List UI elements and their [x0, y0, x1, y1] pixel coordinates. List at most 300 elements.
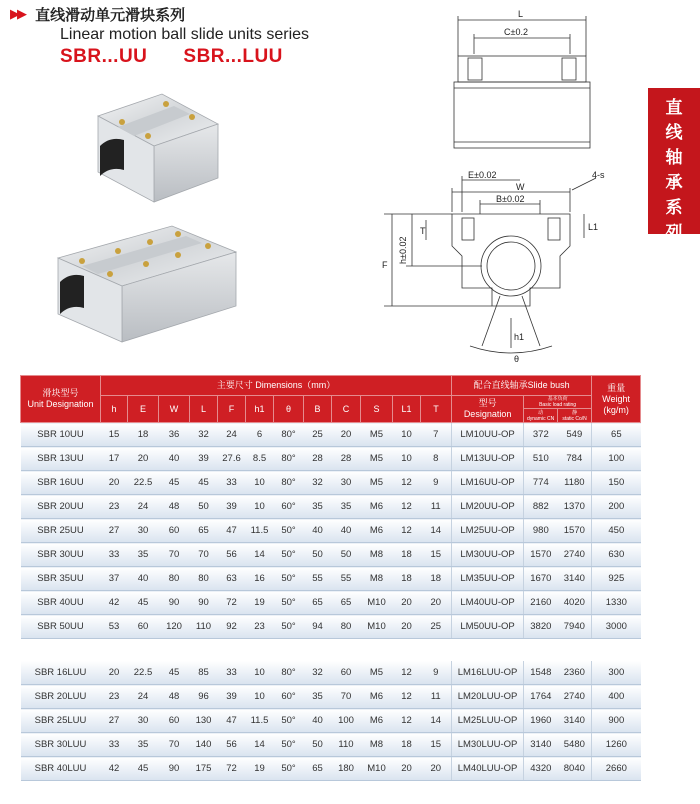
cell-L: 130 [190, 709, 218, 733]
header [10, 4, 309, 68]
cell-unit: SBR 20UU [21, 495, 101, 519]
designation-en: Designation [463, 409, 512, 419]
cell-L1: 12 [393, 471, 421, 495]
cell-L: 96 [190, 685, 218, 709]
top-view-drawing [440, 8, 600, 156]
cell-designation: LM10UU-OP [452, 423, 524, 447]
cell-weight: 1330 [592, 591, 641, 615]
cell-T: 15 [421, 543, 452, 567]
cell-h1: 10 [246, 685, 274, 709]
cell-C: 55 [332, 567, 361, 591]
cell-E: 22.5 [128, 471, 159, 495]
cell-h1: 23 [246, 615, 274, 639]
cell-W: 80 [159, 567, 190, 591]
cell-L: 85 [190, 661, 218, 685]
cell-h: 27 [101, 519, 128, 543]
dim-L: L [518, 9, 524, 19]
cell-h1: 19 [246, 757, 274, 781]
cell-E: 30 [128, 519, 159, 543]
cell-L: 70 [190, 543, 218, 567]
cell-designation: LM30LUU-OP [452, 733, 524, 757]
cell-h1: 8.5 [246, 447, 274, 471]
cell-h: 42 [101, 591, 128, 615]
cell-L: 80 [190, 567, 218, 591]
cell-theta: 50° [274, 519, 304, 543]
stat-en: static Co/N [562, 415, 587, 422]
cell-T: 20 [421, 757, 452, 781]
cell-h: 42 [101, 757, 128, 781]
cell-B: 40 [304, 709, 332, 733]
cell-h1: 11.5 [246, 519, 274, 543]
cell-static: 2740 [558, 543, 592, 567]
dim-B: B±0.02 [496, 194, 525, 204]
cell-L: 32 [190, 423, 218, 447]
product-photo-uu [70, 86, 230, 216]
cell-S: M6 [361, 685, 393, 709]
cell-weight: 900 [592, 709, 641, 733]
cell-designation: LM20LUU-OP [452, 685, 524, 709]
cell-B: 35 [304, 685, 332, 709]
cell-dynamic: 980 [524, 519, 558, 543]
cell-static: 1570 [558, 519, 592, 543]
cell-F: 72 [218, 757, 246, 781]
cell-F: 92 [218, 615, 246, 639]
cell-B: 65 [304, 757, 332, 781]
table-header [21, 376, 641, 423]
cell-T: 9 [421, 471, 452, 495]
cell-B: 65 [304, 591, 332, 615]
cell-T: 8 [421, 447, 452, 471]
cell-B: 35 [304, 495, 332, 519]
cell-E: 18 [128, 423, 159, 447]
cell-theta: 60° [274, 685, 304, 709]
unit-en: Unit Designation [27, 399, 94, 409]
double-arrow-icon: ▶▶ [10, 7, 24, 22]
title-cn: 直线滑动单元滑块系列 [35, 6, 186, 24]
col-W: W [159, 396, 190, 423]
luu-series-rows [21, 661, 641, 781]
cell-dynamic: 372 [524, 423, 558, 447]
cell-S: M5 [361, 471, 393, 495]
cell-static: 8040 [558, 757, 592, 781]
table-row [21, 591, 641, 615]
cell-C: 20 [332, 423, 361, 447]
cell-h: 15 [101, 423, 128, 447]
cell-designation: LM16UU-OP [452, 471, 524, 495]
cell-C: 60 [332, 661, 361, 685]
cell-weight: 1260 [592, 733, 641, 757]
cell-dynamic: 1670 [524, 567, 558, 591]
cell-S: M6 [361, 709, 393, 733]
cell-S: M8 [361, 567, 393, 591]
cell-B: 50 [304, 733, 332, 757]
cell-unit: SBR 25LUU [21, 709, 101, 733]
col-C: C [332, 396, 361, 423]
cell-static: 7940 [558, 615, 592, 639]
cell-h: 37 [101, 567, 128, 591]
cell-h1: 10 [246, 471, 274, 495]
table-row [21, 733, 641, 757]
cell-W: 90 [159, 591, 190, 615]
cell-E: 24 [128, 495, 159, 519]
model-names [60, 46, 309, 68]
cell-C: 80 [332, 615, 361, 639]
cell-h1: 6 [246, 423, 274, 447]
cell-h1: 14 [246, 543, 274, 567]
cell-F: 33 [218, 661, 246, 685]
cell-W: 48 [159, 685, 190, 709]
cell-L: 39 [190, 447, 218, 471]
dim-C: C±0.2 [504, 27, 528, 37]
dim-F: F [382, 260, 388, 270]
cell-h1: 11.5 [246, 709, 274, 733]
dyn-cn: 动 [538, 409, 544, 416]
cell-S: M5 [361, 447, 393, 471]
side-tab-char: 列 [665, 223, 683, 243]
dynamic-header [524, 409, 558, 423]
cell-F: 33 [218, 471, 246, 495]
cell-theta: 50° [274, 591, 304, 615]
cell-weight: 200 [592, 495, 641, 519]
cell-unit: SBR 13UU [21, 447, 101, 471]
cell-h: 23 [101, 685, 128, 709]
cell-weight: 450 [592, 519, 641, 543]
table-row [21, 709, 641, 733]
cell-T: 14 [421, 709, 452, 733]
col-L: L [190, 396, 218, 423]
cell-h: 33 [101, 733, 128, 757]
title-cn-row [10, 4, 309, 25]
dim-W: W [516, 182, 525, 192]
cell-h: 33 [101, 543, 128, 567]
cell-T: 15 [421, 733, 452, 757]
cell-unit: SBR 16UU [21, 471, 101, 495]
table-row [21, 471, 641, 495]
cell-W: 48 [159, 495, 190, 519]
cell-E: 45 [128, 591, 159, 615]
cell-F: 39 [218, 495, 246, 519]
cell-B: 32 [304, 661, 332, 685]
cell-F: 24 [218, 423, 246, 447]
cell-dynamic: 774 [524, 471, 558, 495]
cell-C: 65 [332, 591, 361, 615]
cell-theta: 50° [274, 709, 304, 733]
static-header [558, 409, 592, 423]
cell-unit: SBR 30LUU [21, 733, 101, 757]
col-E: E [128, 396, 159, 423]
cell-static: 549 [558, 423, 592, 447]
cell-B: 32 [304, 471, 332, 495]
cell-theta: 80° [274, 447, 304, 471]
cell-theta: 80° [274, 661, 304, 685]
col-F: F [218, 396, 246, 423]
cell-unit: SBR 30UU [21, 543, 101, 567]
cell-T: 9 [421, 661, 452, 685]
cell-E: 60 [128, 615, 159, 639]
cell-S: M5 [361, 661, 393, 685]
unit-cn: 滑块型号 [42, 388, 79, 398]
cell-unit: SBR 50UU [21, 615, 101, 639]
cell-theta: 50° [274, 757, 304, 781]
side-tab-char: 承 [665, 173, 683, 193]
table-row [21, 423, 641, 447]
weight-en: Weight (kg/m) [602, 393, 630, 415]
cell-F: 39 [218, 685, 246, 709]
col-h1: h1 [246, 396, 274, 423]
cell-C: 100 [332, 709, 361, 733]
table-row [21, 543, 641, 567]
cell-C: 40 [332, 519, 361, 543]
cell-C: 110 [332, 733, 361, 757]
cell-L1: 20 [393, 757, 421, 781]
cell-designation: LM25UU-OP [452, 519, 524, 543]
cell-theta: 60° [274, 495, 304, 519]
dim-S: 4-s [592, 170, 605, 180]
cell-theta: 50° [274, 733, 304, 757]
cell-L1: 20 [393, 591, 421, 615]
dim-h1: h1 [514, 332, 525, 342]
cell-W: 120 [159, 615, 190, 639]
cell-h1: 10 [246, 495, 274, 519]
cell-h: 27 [101, 709, 128, 733]
cell-L: 140 [190, 733, 218, 757]
cell-T: 7 [421, 423, 452, 447]
cell-unit: SBR 16LUU [21, 661, 101, 685]
cell-designation: LM30UU-OP [452, 543, 524, 567]
cell-static: 2360 [558, 661, 592, 685]
dimensions-header: 主要尺寸 Dimensions（mm） [101, 376, 452, 396]
cell-F: 56 [218, 543, 246, 567]
cell-unit: SBR 10UU [21, 423, 101, 447]
cell-h: 17 [101, 447, 128, 471]
cell-static: 3140 [558, 567, 592, 591]
cell-dynamic: 1570 [524, 543, 558, 567]
cell-unit: SBR 40UU [21, 591, 101, 615]
cell-L: 50 [190, 495, 218, 519]
cell-L1: 12 [393, 685, 421, 709]
table-row [21, 447, 641, 471]
dyn-en: dynamic CN [526, 415, 555, 422]
cell-designation: LM50UU-OP [452, 615, 524, 639]
cell-F: 56 [218, 733, 246, 757]
cell-weight: 3000 [592, 615, 641, 639]
side-tab-char: 系 [665, 198, 683, 218]
table-row [21, 685, 641, 709]
cell-S: M10 [361, 615, 393, 639]
cell-C: 35 [332, 495, 361, 519]
cell-unit: SBR 25UU [21, 519, 101, 543]
cell-L1: 18 [393, 567, 421, 591]
table-row [21, 757, 641, 781]
cell-dynamic: 1764 [524, 685, 558, 709]
cell-weight: 100 [592, 447, 641, 471]
col-L1: L1 [393, 396, 421, 423]
uu-series-rows [21, 423, 641, 639]
stat-cn: 静 [572, 409, 578, 416]
title-en: Linear motion ball slide units series [60, 26, 310, 43]
cell-E: 20 [128, 447, 159, 471]
cell-weight: 65 [592, 423, 641, 447]
cell-theta: 50° [274, 567, 304, 591]
cell-E: 30 [128, 709, 159, 733]
cell-h: 53 [101, 615, 128, 639]
designation-header [452, 396, 524, 423]
side-tab-char: 线 [665, 123, 683, 143]
col-S: S [361, 396, 393, 423]
cell-static: 3140 [558, 709, 592, 733]
cell-designation: LM40LUU-OP [452, 757, 524, 781]
load-en: Basic load rating [539, 402, 577, 408]
cell-L: 110 [190, 615, 218, 639]
cell-weight: 150 [592, 471, 641, 495]
category-side-tab [648, 88, 700, 243]
cell-L1: 20 [393, 615, 421, 639]
cell-C: 28 [332, 447, 361, 471]
cell-static: 4020 [558, 591, 592, 615]
cell-theta: 50° [274, 543, 304, 567]
cell-h1: 19 [246, 591, 274, 615]
cell-weight: 300 [592, 661, 641, 685]
cell-F: 63 [218, 567, 246, 591]
cell-E: 35 [128, 543, 159, 567]
cell-designation: LM40UU-OP [452, 591, 524, 615]
cell-T: 11 [421, 685, 452, 709]
load-rating-header [524, 396, 592, 409]
front-view-drawing [370, 168, 630, 368]
load-cn: 基本负荷 [547, 396, 568, 402]
cell-L1: 18 [393, 543, 421, 567]
cell-F: 47 [218, 519, 246, 543]
col-B: B [304, 396, 332, 423]
slide-bush-header: 配合直线轴承Slide bush [452, 376, 592, 396]
side-tab-char: 轴 [665, 148, 683, 168]
cell-S: M8 [361, 733, 393, 757]
product-photo-luu [48, 218, 248, 348]
cell-T: 25 [421, 615, 452, 639]
cell-B: 25 [304, 423, 332, 447]
cell-h: 23 [101, 495, 128, 519]
cell-L1: 12 [393, 519, 421, 543]
cell-designation: LM25LUU-OP [452, 709, 524, 733]
cell-dynamic: 3820 [524, 615, 558, 639]
cell-S: M6 [361, 519, 393, 543]
cell-dynamic: 4320 [524, 757, 558, 781]
cell-static: 784 [558, 447, 592, 471]
cell-F: 47 [218, 709, 246, 733]
unit-designation-header [21, 376, 101, 423]
cell-h: 20 [101, 471, 128, 495]
cell-theta: 50° [274, 615, 304, 639]
cell-T: 18 [421, 567, 452, 591]
cell-unit: SBR 20LUU [21, 685, 101, 709]
cell-W: 60 [159, 709, 190, 733]
cell-W: 40 [159, 447, 190, 471]
cell-W: 45 [159, 661, 190, 685]
cell-L: 65 [190, 519, 218, 543]
cell-L1: 10 [393, 423, 421, 447]
cell-B: 28 [304, 447, 332, 471]
dim-E: E±0.02 [468, 170, 497, 180]
cell-C: 50 [332, 543, 361, 567]
cell-B: 40 [304, 519, 332, 543]
cell-B: 50 [304, 543, 332, 567]
dim-L1: L1 [588, 222, 599, 232]
cell-designation: LM35UU-OP [452, 567, 524, 591]
cell-L1: 18 [393, 733, 421, 757]
cell-W: 36 [159, 423, 190, 447]
cell-F: 72 [218, 591, 246, 615]
cell-T: 14 [421, 519, 452, 543]
cell-W: 60 [159, 519, 190, 543]
spec-table [20, 375, 641, 781]
cell-W: 90 [159, 757, 190, 781]
cell-F: 27.6 [218, 447, 246, 471]
cell-theta: 80° [274, 471, 304, 495]
cell-W: 70 [159, 733, 190, 757]
cell-h1: 14 [246, 733, 274, 757]
cell-h1: 16 [246, 567, 274, 591]
cell-E: 22.5 [128, 661, 159, 685]
cell-S: M6 [361, 495, 393, 519]
cell-static: 5480 [558, 733, 592, 757]
cell-C: 180 [332, 757, 361, 781]
table-row [21, 519, 641, 543]
cell-dynamic: 2160 [524, 591, 558, 615]
cell-T: 11 [421, 495, 452, 519]
table-row [21, 661, 641, 685]
cell-T: 20 [421, 591, 452, 615]
weight-cn: 重量 [607, 382, 626, 393]
dim-theta: θ [514, 354, 520, 364]
cell-dynamic: 510 [524, 447, 558, 471]
cell-E: 24 [128, 685, 159, 709]
cell-L1: 12 [393, 709, 421, 733]
cell-weight: 400 [592, 685, 641, 709]
col-T: T [421, 396, 452, 423]
table-row [21, 615, 641, 639]
cell-C: 70 [332, 685, 361, 709]
cell-h: 20 [101, 661, 128, 685]
cell-weight: 2660 [592, 757, 641, 781]
cell-L: 45 [190, 471, 218, 495]
cell-E: 45 [128, 757, 159, 781]
cell-designation: LM16LUU-OP [452, 661, 524, 685]
designation-cn: 型号 [478, 398, 497, 408]
cell-B: 55 [304, 567, 332, 591]
cell-E: 40 [128, 567, 159, 591]
cell-E: 35 [128, 733, 159, 757]
cell-L1: 12 [393, 495, 421, 519]
dim-h: h±0.02 [398, 236, 408, 264]
cell-L1: 12 [393, 661, 421, 685]
cell-unit: SBR 35UU [21, 567, 101, 591]
cell-C: 30 [332, 471, 361, 495]
col-theta: θ [274, 396, 304, 423]
cell-static: 2740 [558, 685, 592, 709]
cell-static: 1370 [558, 495, 592, 519]
cell-weight: 925 [592, 567, 641, 591]
model-b: SBR...LUU [183, 46, 283, 67]
cell-designation: LM20UU-OP [452, 495, 524, 519]
cell-B: 94 [304, 615, 332, 639]
cell-dynamic: 3140 [524, 733, 558, 757]
cell-L: 175 [190, 757, 218, 781]
cell-static: 1180 [558, 471, 592, 495]
cell-S: M10 [361, 757, 393, 781]
weight-header [592, 376, 641, 423]
side-tab-char: 直 [665, 98, 683, 118]
cell-L: 90 [190, 591, 218, 615]
